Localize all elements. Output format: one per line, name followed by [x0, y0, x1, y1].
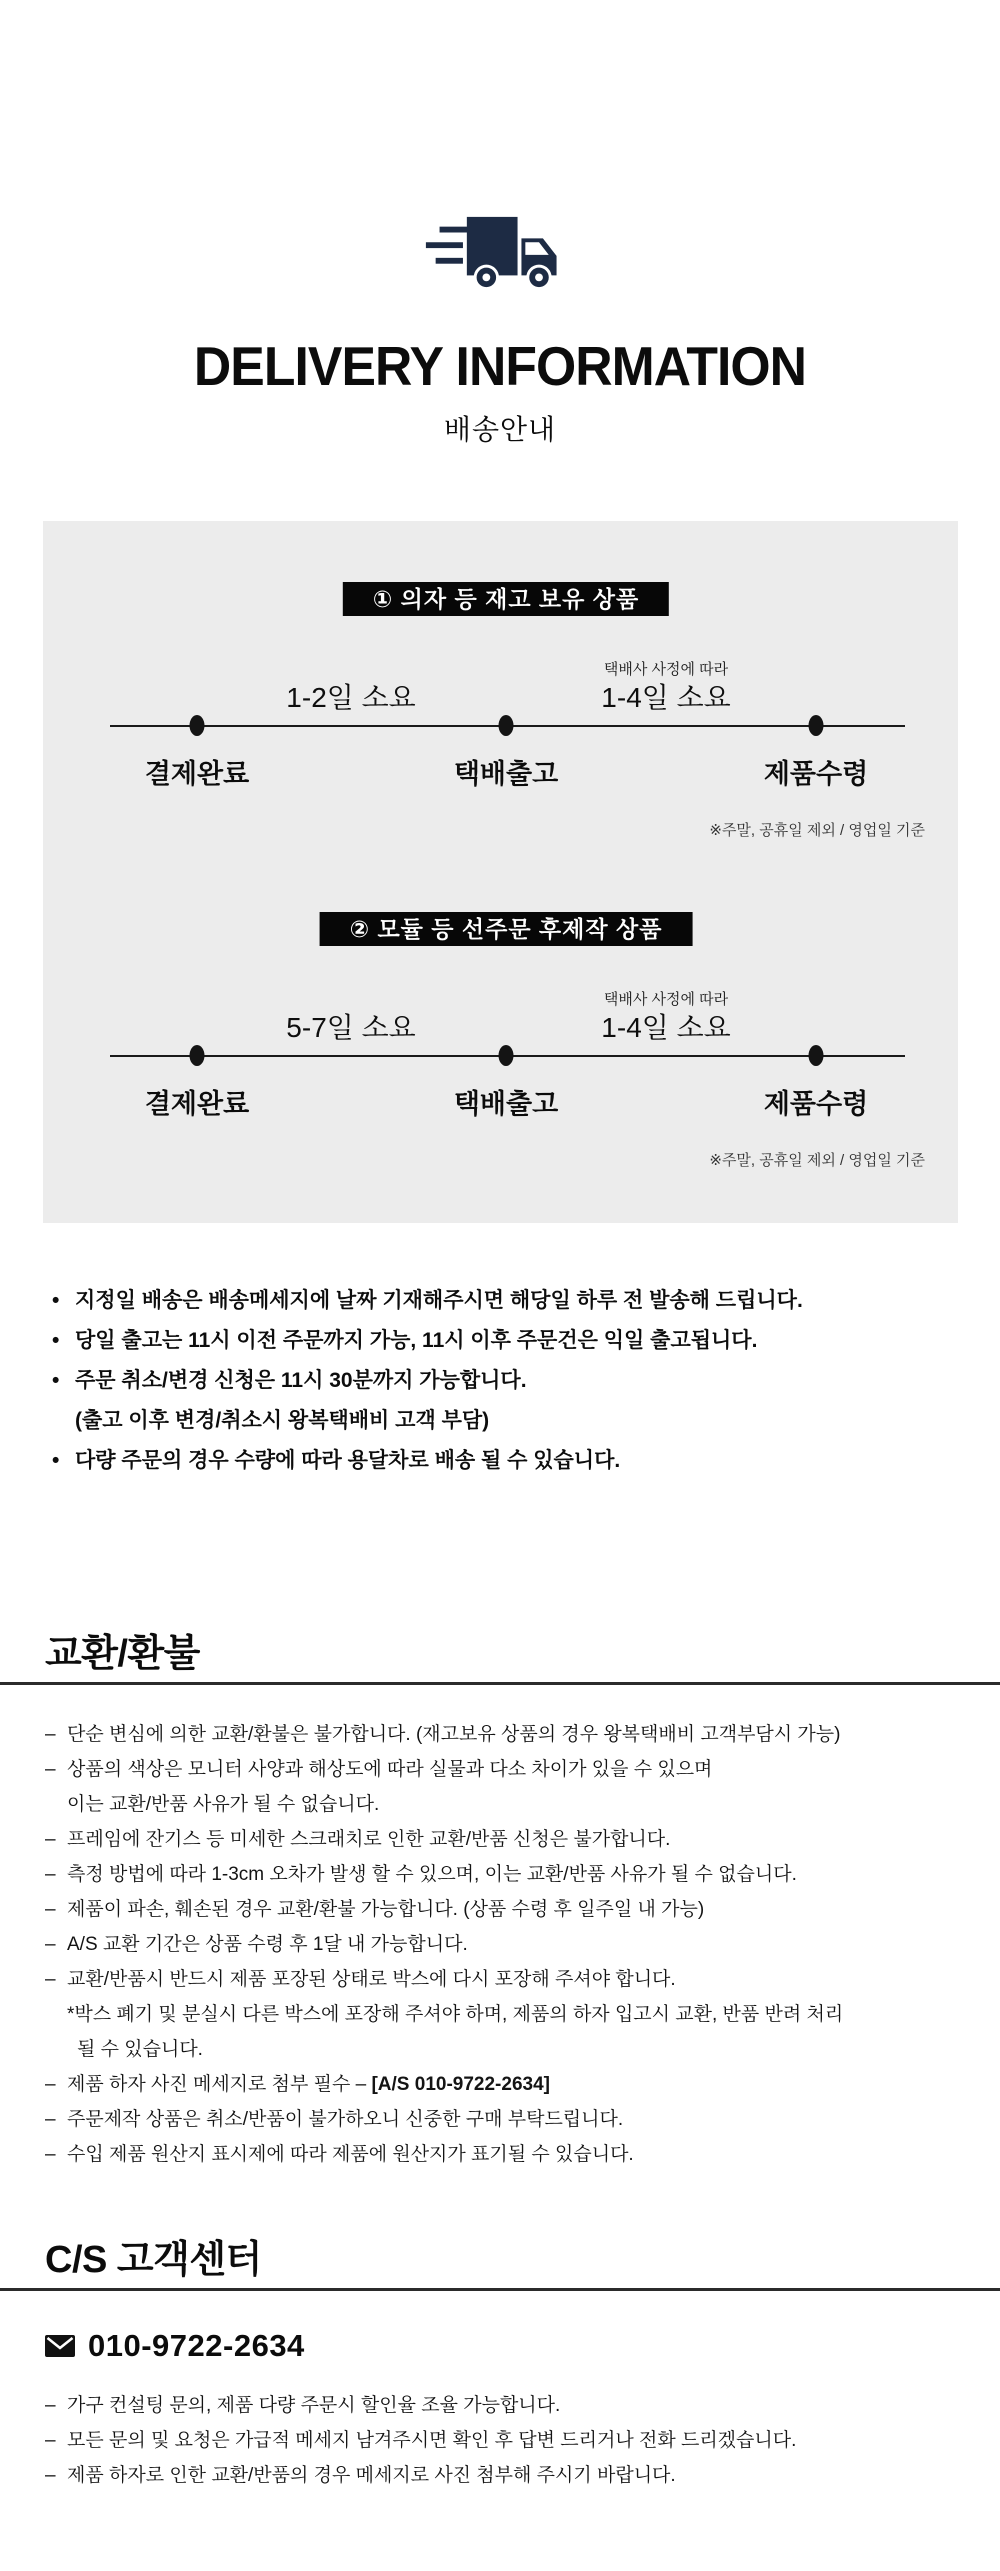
cs-notes-list: [45, 2388, 990, 2493]
dash-marker: –: [45, 1899, 56, 1920]
dash-marker: –: [45, 2109, 56, 2130]
timeline-dot: [499, 1045, 514, 1066]
timeline-dot: [190, 1045, 205, 1066]
note-item: • 지정일 배송은 배송메세지에 날짜 기재해주시면 해당일 하루 전 발송해 드립니다.: [50, 1281, 990, 1321]
business-day-footnote: ※주말, 공휴일 제외 / 영업일 기준: [709, 822, 925, 839]
timeline-section-made-to-order: [43, 912, 958, 1172]
exchange-item: – 상품의 색상은 모니터 사양과 해상도에 따라 실물과 다소 차이가 있을 수 있으며 이는 교환/반품 사유가 될 수 없습니다.: [45, 1752, 990, 1822]
exchange-item: – 제품이 파손, 훼손된 경우 교환/환불 가능합니다. (상품 수령 후 일주일 내 가능): [45, 1892, 990, 1927]
step-label: 제품수령: [763, 759, 869, 789]
step-label: 택배출고: [453, 759, 559, 789]
duration-label: 1-4일 소요: [601, 1012, 731, 1043]
exchange-item: – 프레임에 잔기스 등 미세한 스크래치로 인한 교환/반품 신청은 불가합니다.: [45, 1822, 990, 1857]
page-title: DELIVERY INFORMATION: [193, 335, 807, 397]
cs-center-heading: C/S 고객센터: [45, 2239, 262, 2281]
business-day-footnote: ※주말, 공휴일 제외 / 영업일 기준: [709, 1152, 925, 1169]
dash-marker: –: [45, 1934, 56, 1955]
section-divider: [0, 2288, 1000, 2291]
dash-marker: –: [45, 2144, 56, 2165]
dash-marker: –: [45, 1759, 56, 1780]
exchange-refund-heading: 교환/환불: [45, 1633, 200, 1675]
duration-label: 5-7일 소요: [286, 1012, 416, 1043]
dash-marker: –: [45, 2074, 56, 2095]
dash-marker: –: [45, 1724, 56, 1745]
exchange-item: – 단순 변심에 의한 교환/환불은 불가합니다. (재고보유 상품의 경우 왕복택배비 고객부담시 가능): [45, 1717, 990, 1752]
envelope-icon: [45, 2335, 75, 2358]
duration-label: 1-2일 소요: [286, 682, 416, 713]
step-label: 결제완료: [144, 759, 250, 789]
dash-marker: –: [45, 1829, 56, 1850]
exchange-item: – A/S 교환 기간은 상품 수령 후 1달 내 가능합니다.: [45, 1927, 990, 1962]
as-phone-number: [A/S 010-9722-2634]: [371, 2074, 550, 2095]
step-label: 결제완료: [144, 1089, 250, 1119]
dash-marker: –: [45, 2430, 56, 2451]
product-type-badge: ② 모듈 등 선주문 후제작 상품: [320, 912, 693, 946]
truck-icon: [422, 213, 578, 291]
timeline-dot: [190, 715, 205, 736]
dash-marker: –: [45, 1969, 56, 1990]
timeline-dot: [499, 715, 514, 736]
exchange-item: – 주문제작 상품은 취소/반품이 불가하오니 신중한 구매 부탁드립니다.: [45, 2102, 990, 2137]
bullet-marker: •: [52, 1369, 60, 1392]
dash-marker: –: [45, 2465, 56, 2486]
section-divider: [0, 1682, 1000, 1685]
exchange-item: – 측정 방법에 따라 1-3cm 오차가 발생 할 수 있으며, 이는 교환/반품 사유가 될 수 없습니다.: [45, 1857, 990, 1892]
step-label: 제품수령: [763, 1089, 869, 1119]
dash-marker: –: [45, 2395, 56, 2416]
bullet-marker: •: [52, 1329, 60, 1352]
cs-item: – 가구 컨설팅 문의, 제품 다량 주문시 할인율 조율 가능합니다.: [45, 2388, 990, 2423]
delivery-notes-list: [50, 1281, 990, 1481]
bullet-marker: •: [52, 1289, 60, 1312]
exchange-item: – 제품 하자 사진 메세지로 첨부 필수 – [A/S 010-9722-2634]: [45, 2067, 990, 2102]
page-subtitle: 배송안내: [443, 414, 557, 445]
timeline-dot: [809, 1045, 824, 1066]
bullet-marker: •: [52, 1449, 60, 1472]
note-item: • 당일 출고는 11시 이전 주문까지 가능, 11시 이후 주문건은 익일 출고됩니다.: [50, 1321, 990, 1361]
cs-phone-number: 010-9722-2634: [88, 2328, 305, 2363]
carrier-note: 택배사 사정에 따라: [603, 991, 729, 1008]
carrier-note: 택배사 사정에 따라: [603, 661, 729, 678]
step-label: 택배출고: [453, 1089, 559, 1119]
cs-item: – 모든 문의 및 요청은 가급적 메세지 남겨주시면 확인 후 답변 드리거나 전화 드리겠습니다.: [45, 2423, 990, 2458]
product-type-badge: ① 의자 등 재고 보유 상품: [343, 582, 669, 616]
exchange-item: – 수입 제품 원산지 표시제에 따라 제품에 원산지가 표기될 수 있습니다.: [45, 2137, 990, 2172]
note-item: • 주문 취소/변경 신청은 11시 30분까지 가능합니다. (출고 이후 변경/취소시 왕복택배비 고객 부담): [50, 1361, 990, 1441]
cs-phone-row: [45, 2328, 305, 2364]
exchange-refund-list: [45, 1717, 990, 2172]
note-item: • 다량 주문의 경우 수량에 따라 용달차로 배송 될 수 있습니다.: [50, 1441, 990, 1481]
timeline-dot: [809, 715, 824, 736]
duration-label: 1-4일 소요: [601, 682, 731, 713]
exchange-item: – 교환/반품시 반드시 제품 포장된 상태로 박스에 다시 포장해 주셔야 합니다. *박스 폐기 및 분실시 다른 박스에 포장해 주셔야 하며, 제품의 하자 입고시 교환, 반품 반려 처리 될 수 있습니다.: [45, 1962, 990, 2067]
dash-marker: –: [45, 1864, 56, 1885]
timeline-section-stock: [43, 582, 958, 842]
delivery-info-panel: [43, 521, 958, 1223]
cs-item: – 제품 하자로 인한 교환/반품의 경우 메세지로 사진 첨부해 주시기 바랍니다.: [45, 2458, 990, 2493]
